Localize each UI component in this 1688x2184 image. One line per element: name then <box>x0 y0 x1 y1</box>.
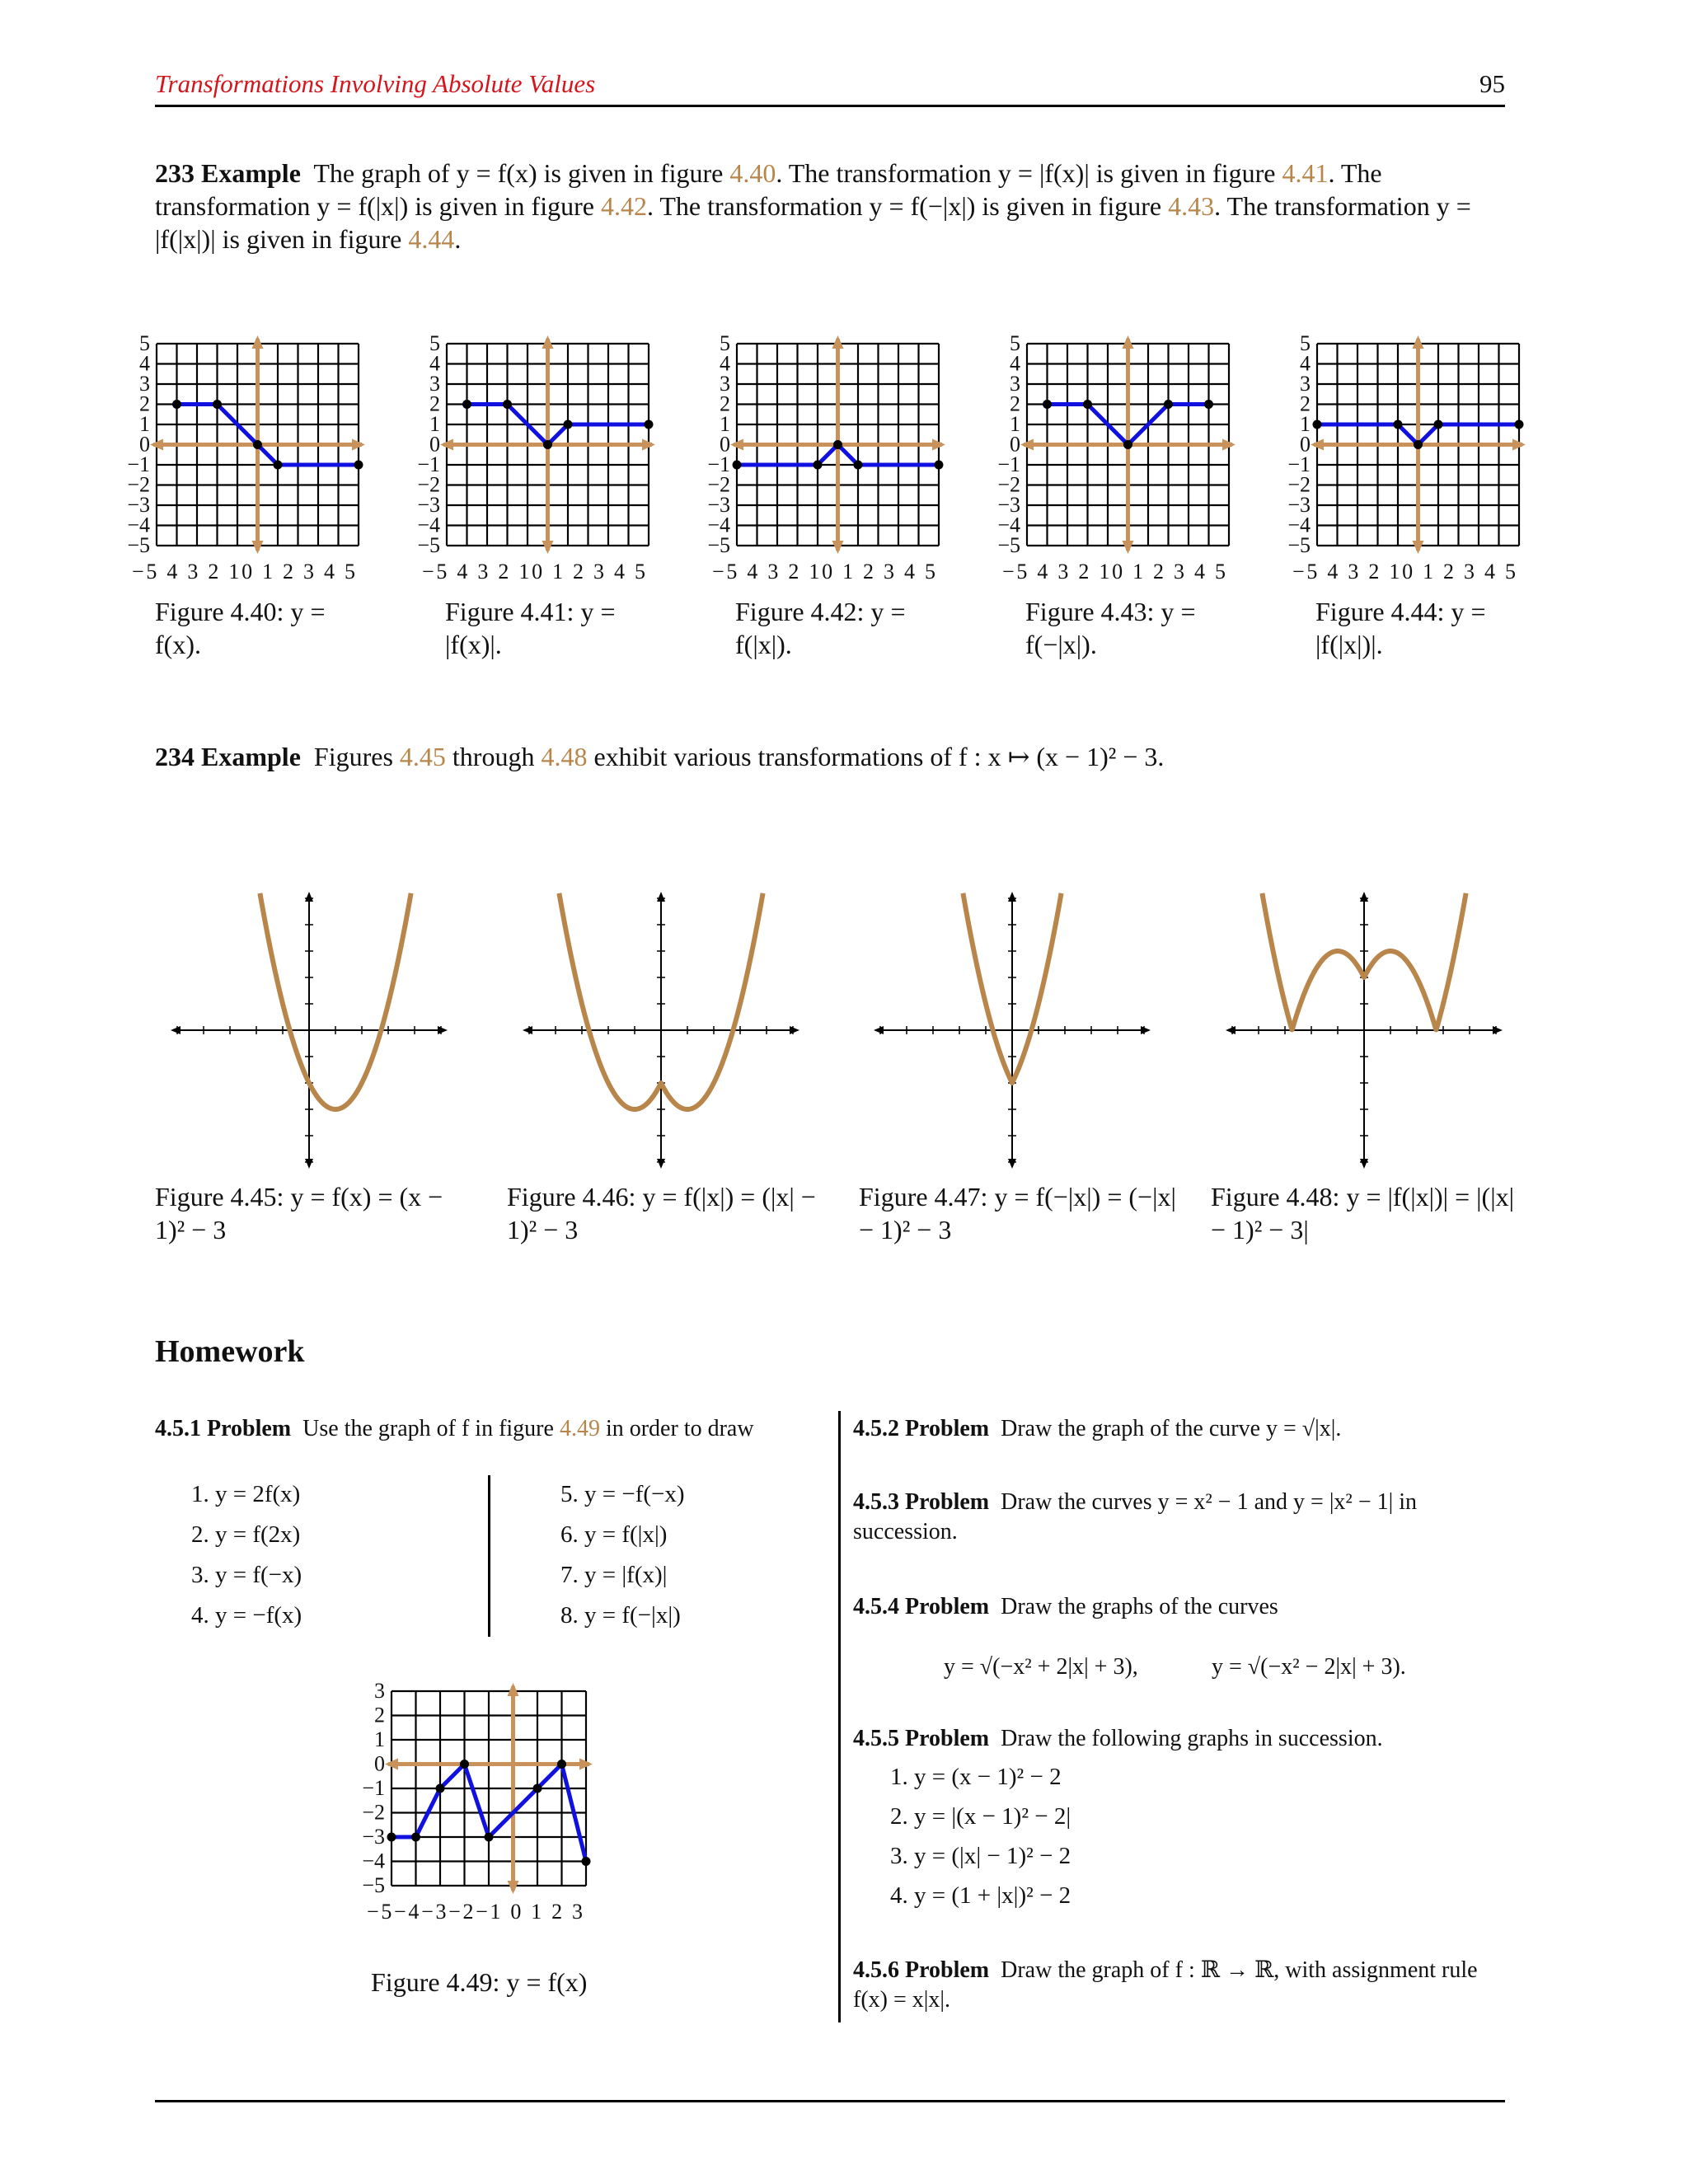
y-axis-arrow <box>832 335 844 349</box>
y-tick-label: −4 <box>1287 513 1311 537</box>
data-point <box>1123 440 1132 449</box>
data-point <box>172 400 181 409</box>
y-tick-label: 4 <box>139 351 150 376</box>
data-point <box>387 1833 396 1842</box>
y-tick-label: 3 <box>374 1681 385 1703</box>
ex233-text-4: . The transformation y = f(−|x|) is given in figure <box>646 191 1169 221</box>
link-fig-4-49[interactable]: 4.49 <box>559 1416 600 1441</box>
homework-heading: Homework <box>155 1334 305 1369</box>
problem-4-5-1 <box>155 1414 831 1444</box>
x-axis-arrow <box>438 1026 448 1034</box>
data-point <box>1394 420 1403 429</box>
figure-4-48-caption: Figure 4.48: y = |f(|x|)| = |(|x| − 1)² − 3| <box>1211 1182 1514 1244</box>
problem-4-5-3-text: Draw the curves y = x² − 1 and y = |x² − 1| in succession. <box>853 1489 1417 1544</box>
y-axis-arrow <box>252 335 264 349</box>
problem-4-5-3 <box>853 1488 1508 1547</box>
y-tick-label: 5 <box>720 334 730 355</box>
y-tick-label: 0 <box>720 432 730 457</box>
y-axis-arrow <box>1123 335 1134 349</box>
problem-4-5-6 <box>853 1956 1508 2015</box>
figure-4-43-graph <box>986 334 1241 589</box>
y-axis-arrow-down <box>1413 541 1424 554</box>
y-tick-label: 1 <box>720 412 730 436</box>
link-fig-4-48[interactable]: 4.48 <box>541 742 588 771</box>
y-axis-arrow-down <box>1008 1159 1016 1169</box>
data-point <box>733 461 742 470</box>
y-axis-arrow <box>1360 892 1368 902</box>
y-axis-arrow-down <box>508 1881 519 1894</box>
problem-4-5-6-label: 4.5.6 Problem <box>853 1957 990 1983</box>
y-tick-label: 0 <box>1010 432 1020 457</box>
data-point <box>935 461 944 470</box>
data-point <box>814 461 823 470</box>
x-tick-labels: −5 4 3 2 10 1 2 3 4 5 <box>1002 560 1226 583</box>
y-tick-label: 0 <box>139 432 150 457</box>
header-rule <box>155 105 1505 107</box>
data-point <box>485 1833 494 1842</box>
y-tick-label: −5 <box>127 533 150 557</box>
y-tick-label: 2 <box>139 391 150 416</box>
problem-4-5-1-item-6: 6. y = f(|x|) <box>560 1521 668 1548</box>
y-tick-label: 3 <box>429 372 440 396</box>
example-234 <box>155 740 1505 773</box>
problem-4-5-3-label: 4.5.3 Problem <box>853 1489 990 1515</box>
y-tick-label: −3 <box>417 493 440 517</box>
x-axis-arrow <box>1493 1026 1503 1034</box>
problem-4-5-1-item-2: 2. y = f(2x) <box>191 1521 301 1548</box>
y-axis-arrow-down <box>542 541 554 554</box>
x-tick-labels: −5 4 3 2 10 1 2 3 4 5 <box>422 560 645 583</box>
problem-4-5-4-eq2: y = √(−x² − 2|x| + 3). <box>1212 1654 1406 1680</box>
y-tick-label: 2 <box>1010 391 1020 416</box>
y-tick-label: −2 <box>707 472 730 497</box>
data-point <box>1434 420 1443 429</box>
data-point <box>274 461 283 470</box>
y-tick-label: −5 <box>1287 533 1311 557</box>
y-tick-label: 5 <box>1010 334 1020 355</box>
figure-4-45-graph <box>169 890 449 1170</box>
data-point <box>1313 420 1322 429</box>
y-tick-label: 0 <box>374 1751 385 1776</box>
ex234-text-1: Figures <box>313 742 400 771</box>
data-point <box>833 440 842 449</box>
problem-4-5-4 <box>853 1592 1508 1622</box>
x-axis-arrow-left <box>874 1026 884 1034</box>
figure-4-44-caption: Figure 4.44: y = |f(|x|)|. <box>1315 597 1486 659</box>
problem-4-5-1-item-3: 3. y = f(−x) <box>191 1562 302 1588</box>
figure-4-40-caption: Figure 4.40: y = f(x). <box>155 597 326 659</box>
footer-rule <box>155 2100 1505 2102</box>
figure-4-41-graph <box>406 334 661 589</box>
y-axis-arrow-down <box>832 541 844 554</box>
y-tick-label: −2 <box>362 1800 385 1825</box>
y-tick-label: −4 <box>362 1849 385 1873</box>
problem-4-5-1-item-4: 4. y = −f(x) <box>191 1602 302 1629</box>
x-axis-arrow <box>790 1026 799 1034</box>
problem-4-5-5 <box>853 1724 1508 1754</box>
problem-4-5-5-text: Draw the following graphs in succession. <box>1001 1726 1383 1751</box>
items-divider <box>488 1475 490 1637</box>
y-tick-label: −3 <box>997 493 1020 517</box>
figure-4-48-graph <box>1224 890 1504 1170</box>
problem-4-5-2-text: Draw the graph of the curve y = √|x|. <box>1001 1416 1342 1441</box>
link-fig-4-40[interactable]: 4.40 <box>729 158 776 188</box>
x-axis-arrow-left <box>523 1026 532 1034</box>
y-tick-label: 0 <box>1300 432 1311 457</box>
y-tick-label: −1 <box>997 452 1020 476</box>
problem-4-5-1-item-5: 5. y = −f(−x) <box>560 1481 685 1507</box>
x-tick-labels: −5 4 3 2 10 1 2 3 4 5 <box>1292 560 1516 583</box>
ex233-text-6: . <box>454 224 462 254</box>
data-point <box>1083 400 1092 409</box>
data-point <box>503 400 512 409</box>
figure-4-43-caption: Figure 4.43: y = f(−|x|). <box>1025 597 1196 659</box>
problem-4-5-5-item-4: 4. y = (1 + |x|)² − 2 <box>890 1882 1071 1909</box>
problem-4-5-1-item-7: 7. y = |f(x)| <box>560 1562 668 1588</box>
data-point <box>436 1784 445 1793</box>
figure-4-49-caption: Figure 4.49: y = f(x) <box>371 1967 588 1997</box>
data-point <box>582 1857 591 1866</box>
y-tick-label: −3 <box>707 493 730 517</box>
y-tick-label: −4 <box>127 513 150 537</box>
data-point <box>533 1784 542 1793</box>
y-axis-arrow-down <box>657 1159 665 1169</box>
figure-4-46-graph <box>521 890 801 1170</box>
y-axis-arrow-down <box>252 541 264 554</box>
y-tick-label: 4 <box>429 351 440 376</box>
y-tick-label: −4 <box>997 513 1020 537</box>
data-point <box>1204 400 1213 409</box>
y-tick-label: 1 <box>374 1727 385 1751</box>
data-point <box>354 461 363 470</box>
x-axis-arrow <box>1141 1026 1151 1034</box>
y-tick-label: 3 <box>139 372 150 396</box>
y-tick-label: 3 <box>1010 372 1020 396</box>
y-tick-label: −2 <box>417 472 440 497</box>
y-tick-label: −1 <box>127 452 150 476</box>
y-axis-arrow <box>1008 892 1016 902</box>
data-point <box>213 400 222 409</box>
y-axis-arrow <box>508 1683 519 1696</box>
y-tick-label: −2 <box>1287 472 1311 497</box>
figure-4-47-caption: Figure 4.47: y = f(−|x|) = (−|x| − 1)² − 3 <box>859 1182 1176 1244</box>
data-point <box>253 440 262 449</box>
figure-4-42-graph <box>696 334 951 589</box>
figure-4-45-caption: Figure 4.45: y = f(x) = (x − 1)² − 3 <box>155 1182 443 1244</box>
y-tick-label: 4 <box>1010 351 1020 376</box>
link-fig-4-42[interactable]: 4.42 <box>600 191 647 221</box>
y-tick-label: −3 <box>1287 493 1311 517</box>
y-tick-label: −1 <box>1287 452 1311 476</box>
figure-4-40-graph <box>115 334 371 589</box>
y-tick-label: −5 <box>417 533 440 557</box>
ex233-text-2: . The transformation y = |f(x)| is given in figure <box>776 158 1282 188</box>
y-tick-label: 1 <box>1300 412 1311 436</box>
problem-4-5-1-item-8: 8. y = f(−|x|) <box>560 1602 681 1629</box>
problem-4-5-1-text-a: Use the graph of f in figure <box>302 1416 560 1441</box>
y-tick-label: 5 <box>1300 334 1311 355</box>
y-tick-label: −2 <box>997 472 1020 497</box>
y-tick-label: −3 <box>362 1825 385 1849</box>
ex233-text-3: . The transformation y = f(|x|) is given in figure <box>155 158 1382 221</box>
y-tick-label: −5 <box>997 533 1020 557</box>
data-point <box>645 420 654 429</box>
data-point <box>854 461 863 470</box>
problem-4-5-1-text-b: in order to draw <box>599 1416 754 1441</box>
x-axis-arrow-left <box>171 1026 181 1034</box>
y-axis-arrow <box>542 335 554 349</box>
problem-4-5-6-text: Draw the graph of f : ℝ → ℝ, with assignment rule f(x) = x|x|. <box>853 1957 1478 2013</box>
y-tick-label: −4 <box>417 513 440 537</box>
x-tick-labels: −5 4 3 2 10 1 2 3 4 5 <box>712 560 935 583</box>
figure-4-46-caption: Figure 4.46: y = f(|x|) = (|x| − 1)² − 3 <box>507 1182 816 1244</box>
y-tick-label: 2 <box>1300 391 1311 416</box>
figure-4-49-graph <box>346 1681 618 1953</box>
y-tick-label: 2 <box>374 1703 385 1727</box>
y-axis-arrow-down <box>305 1159 313 1169</box>
figure-4-42-caption: Figure 4.42: y = f(|x|). <box>735 597 906 659</box>
y-tick-label: 1 <box>1010 412 1020 436</box>
figure-4-41-caption: Figure 4.41: y = |f(x)|. <box>445 597 616 659</box>
problem-4-5-5-item-3: 3. y = (|x| − 1)² − 2 <box>890 1843 1071 1869</box>
x-axis-arrow-left <box>1226 1026 1236 1034</box>
curve <box>260 893 410 1109</box>
data-point <box>557 1760 566 1769</box>
y-tick-label: −5 <box>362 1873 385 1897</box>
y-tick-label: −1 <box>707 452 730 476</box>
data-point <box>1043 400 1052 409</box>
problem-4-5-4-eq1: y = √(−x² + 2|x| + 3), <box>944 1654 1138 1680</box>
y-tick-label: 3 <box>1300 372 1311 396</box>
y-tick-label: 5 <box>429 334 440 355</box>
y-tick-label: 3 <box>720 372 730 396</box>
y-tick-label: −2 <box>127 472 150 497</box>
problem-4-5-2-label: 4.5.2 Problem <box>853 1416 990 1441</box>
y-axis-arrow-down <box>1123 541 1134 554</box>
y-tick-label: −4 <box>707 513 730 537</box>
problem-4-5-2 <box>853 1414 1508 1444</box>
data-point <box>564 420 573 429</box>
data-point <box>1414 440 1423 449</box>
data-point <box>1164 400 1173 409</box>
y-tick-label: 0 <box>429 432 440 457</box>
y-tick-label: 1 <box>139 412 150 436</box>
ex233-text-5: . The transformation y = |f(|x|)| is given in figure <box>155 191 1471 254</box>
example-233-label: 233 Example <box>155 158 301 188</box>
ex234-text-2: through <box>445 742 542 771</box>
link-fig-4-44[interactable]: 4.44 <box>408 224 455 254</box>
data-point <box>411 1833 420 1842</box>
link-fig-4-43[interactable]: 4.43 <box>1168 191 1215 221</box>
example-234-label: 234 Example <box>155 742 301 771</box>
y-tick-label: −1 <box>362 1776 385 1800</box>
x-tick-labels: −5 4 3 2 10 1 2 3 4 5 <box>132 560 355 583</box>
y-axis-arrow <box>657 892 665 902</box>
data-point <box>543 440 552 449</box>
y-tick-label: 4 <box>720 351 730 376</box>
y-tick-label: 4 <box>1300 351 1311 376</box>
example-233 <box>155 157 1505 255</box>
series-line <box>177 405 359 466</box>
y-tick-label: 5 <box>139 334 150 355</box>
page-number: 95 <box>1479 69 1505 98</box>
figure-4-44-graph <box>1276 334 1531 589</box>
data-point <box>1515 420 1524 429</box>
link-fig-4-41[interactable]: 4.41 <box>1282 158 1329 188</box>
y-tick-label: −3 <box>127 493 150 517</box>
y-tick-label: 2 <box>720 391 730 416</box>
problem-4-5-5-item-2: 2. y = |(x − 1)² − 2| <box>890 1803 1071 1830</box>
ex233-text-1: The graph of y = f(x) is given in figure <box>313 158 730 188</box>
y-axis-arrow <box>305 892 313 902</box>
y-axis-arrow <box>1413 335 1424 349</box>
y-tick-label: 2 <box>429 391 440 416</box>
problem-4-5-1-label: 4.5.1 Problem <box>155 1416 292 1441</box>
y-tick-label: −5 <box>707 533 730 557</box>
figure-4-47-graph <box>872 890 1152 1170</box>
data-point <box>460 1760 469 1769</box>
ex234-text-3: exhibit various transformations of f : x ↦ (x − 1)² − 3. <box>587 742 1165 771</box>
problem-4-5-4-label: 4.5.4 Problem <box>853 1594 990 1619</box>
column-divider <box>838 1411 841 2022</box>
problem-4-5-4-text: Draw the graphs of the curves <box>1001 1594 1278 1619</box>
problem-4-5-5-item-1: 1. y = (x − 1)² − 2 <box>890 1764 1062 1790</box>
running-header-title: Transformations Involving Absolute Values <box>155 69 596 98</box>
problem-4-5-5-label: 4.5.5 Problem <box>853 1726 990 1751</box>
y-tick-label: 1 <box>429 412 440 436</box>
y-axis-arrow-down <box>1360 1159 1368 1169</box>
x-tick-labels: −5−4−3−2−1 0 1 2 3 <box>367 1900 583 1924</box>
problem-4-5-1-item-1: 1. y = 2f(x) <box>191 1481 301 1507</box>
link-fig-4-45[interactable]: 4.45 <box>399 742 446 771</box>
data-point <box>462 400 471 409</box>
y-tick-label: −1 <box>417 452 440 476</box>
